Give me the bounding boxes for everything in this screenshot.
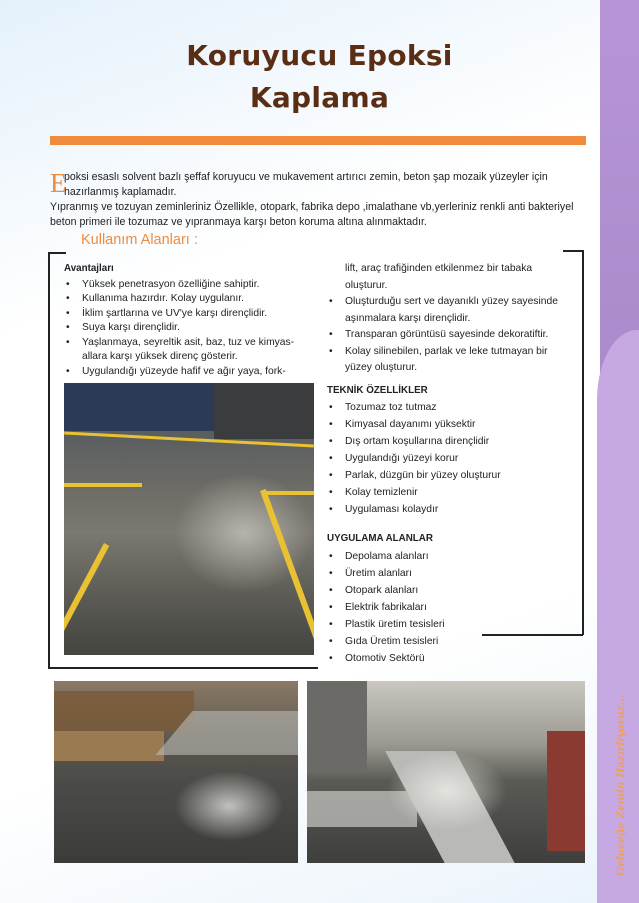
list-item: • Uygulandığı yüzeyde hafif ve ağır yaya, fork- [64, 365, 304, 380]
list-item-continued: allara karşı yüksek direnç gösterir. [82, 351, 238, 362]
list-item: • Kimyasal dayanımı yüksektir [327, 416, 577, 433]
page-title-line-2: Kaplama [249, 81, 390, 114]
list-item-continued: aşınmalara karşı dirençlidir. [345, 312, 471, 324]
warehouse-photo-right [307, 681, 585, 863]
list-item-continued: lift, araç trafiğinden etkilenmez bir tabaka [345, 263, 533, 274]
list-item: • Uygulaması kolaydır [327, 501, 577, 518]
advantages-column [64, 262, 304, 379]
sidebar-slogan-text: Geleceğe Zemin Hazırlıyoruz... [615, 694, 627, 876]
list-item: • Yaşlanmaya, seyreltik asit, baz, tuz ve kimyas- [64, 336, 304, 351]
list-item: • İklim şartlarına ve UV'ye karşı dirençlidir. [64, 307, 304, 322]
frame-line [48, 252, 50, 668]
advantages-list-continued [327, 262, 577, 376]
photo-wall [307, 681, 367, 771]
list-item: • Plastik üretim tesisleri [327, 616, 577, 633]
advantages-list [64, 278, 304, 380]
list-item: • Parlak, düzgün bir yüzey oluşturur [327, 467, 577, 484]
list-item-continued: yüzey oluşturur. [345, 362, 418, 373]
technical-heading: TEKNİK ÖZELLİKLER [327, 384, 428, 396]
frame-line [582, 250, 584, 635]
list-item: • Kolay temizlenir [327, 484, 577, 501]
application-heading: UYGULAMA ALANLAR [327, 533, 433, 544]
list-item: • Tozumaz toz tutmaz [327, 399, 577, 416]
list-item: • Uygulandığı yüzeyi korur [327, 450, 577, 467]
list-item-continued: oluşturur. [345, 279, 388, 291]
intro-line-4: beton primeri ile tozumaz ve yıpranmaya karşı beton koruma altına alınmaktadır. [50, 216, 427, 228]
section-heading: Kullanım Alanları : [81, 232, 198, 248]
lane-marking [64, 543, 109, 655]
list-item: • Depolama alanları [327, 548, 577, 565]
list-item: • Suya karşı dirençlidir. [64, 321, 304, 336]
photo-glare [387, 751, 507, 831]
page-title-line-1: Koruyucu Epoksi [186, 39, 453, 72]
list-item: • Dış ortam koşullarına dirençlidir [327, 433, 577, 450]
intro-line-3: Yıpranmış ve tozuyan zeminleriniz Özellikle, otopark, fabrika depo ,imalathane vb,yerleriniz renkli anti bakteriyel [50, 201, 574, 213]
photo-pallets [54, 731, 164, 761]
photo-racks [54, 691, 194, 731]
list-item: • Kolay silinebilen, parlak ve leke tutmayan bir [327, 345, 577, 360]
dropcap: E [50, 168, 67, 198]
lane-marking [64, 483, 142, 487]
advantages-heading: Avantajları [64, 263, 114, 274]
lane-marking [262, 491, 314, 495]
photo-glare [174, 771, 284, 841]
technical-list [327, 399, 577, 518]
epoxy-floor-photo [64, 383, 314, 655]
warehouse-photo-left [54, 681, 298, 863]
intro-paragraph [50, 170, 590, 230]
frame-line [48, 667, 318, 669]
list-item: • Üretim alanları [327, 565, 577, 582]
list-item: • Transparan görüntüsü sayesinde dekoratiftir. [327, 328, 577, 343]
list-item: • Otopark alanları [327, 582, 577, 599]
application-list [327, 548, 577, 667]
list-item: • Kullanıma hazırdır. Kolay uygulanır. [64, 292, 304, 307]
list-item: • Yüksek penetrasyon özelliğine sahiptir. [64, 278, 304, 293]
list-item: • Elektrik fabrikaları [327, 599, 577, 616]
frame-corner [563, 250, 583, 252]
list-item: • Oluşturduğu sert ve dayanıklı yüzey sayesinde [327, 295, 577, 310]
frame-corner [48, 252, 66, 254]
list-item: • Otomotiv Sektörü [327, 650, 577, 667]
sidebar-slogan [607, 690, 635, 880]
title-divider [50, 136, 586, 145]
intro-line-2: hazırlanmış kaplamadır. [64, 186, 177, 198]
right-column [327, 262, 577, 667]
photo-machinery [214, 383, 314, 439]
photo-red-crates [547, 731, 585, 851]
intro-line-1: poksi esaslı solvent bazlı şeffaf koruyucu ve mukavement artırıcı zemin, beton şap mozaik yüzeyler için [64, 171, 548, 183]
list-item: • Gıda Üretim tesisleri [327, 633, 577, 650]
